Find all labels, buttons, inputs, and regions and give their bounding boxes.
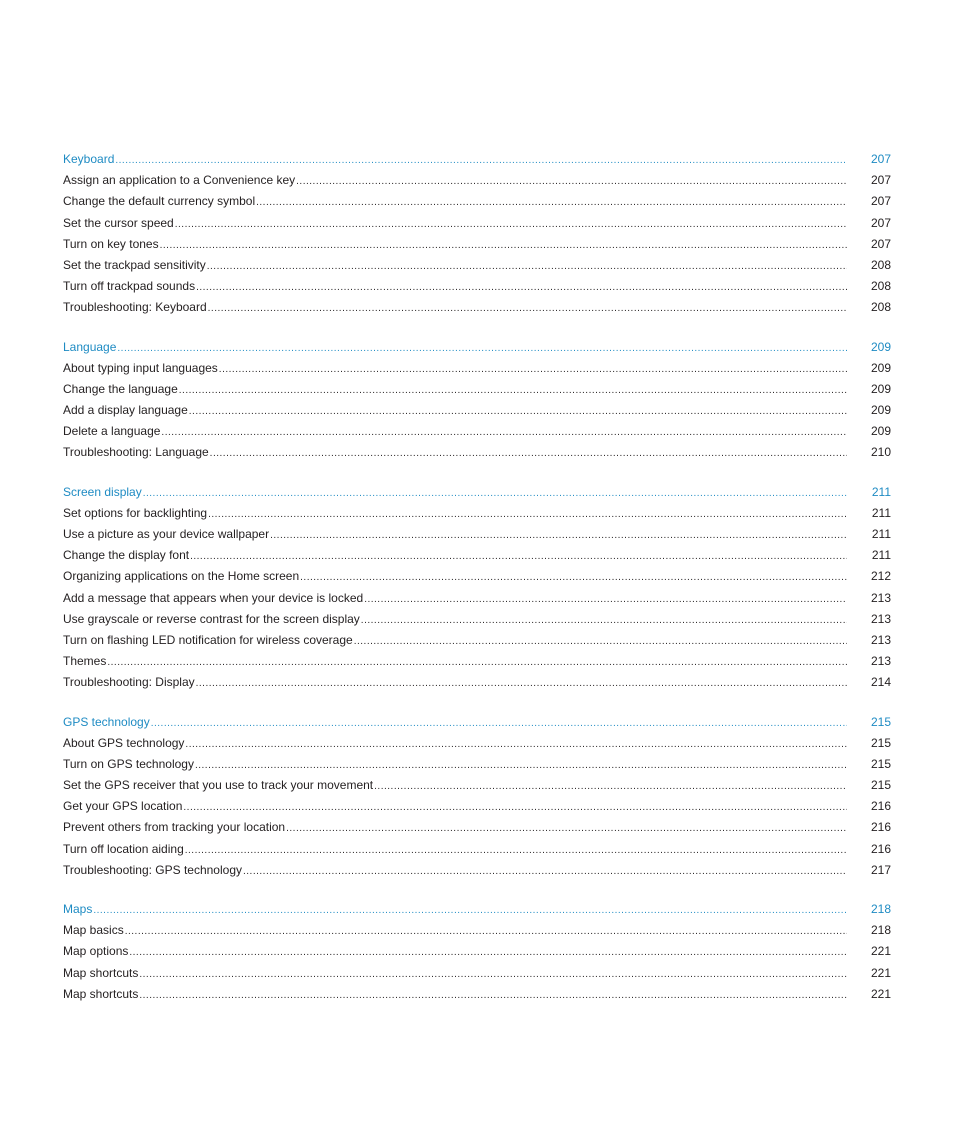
toc-entry-page-number: 208 [870, 279, 891, 294]
dot-leader [125, 921, 847, 942]
toc-entry-title: Set options for backlighting [63, 505, 208, 520]
toc-entry-link[interactable] [63, 775, 891, 796]
dot-leader [185, 840, 847, 861]
toc-entry-link[interactable] [63, 920, 891, 941]
dot-leader [196, 673, 847, 694]
dot-leader [161, 422, 847, 443]
toc-entry-link[interactable] [63, 524, 891, 545]
toc-entry-page-number: 207 [870, 215, 891, 230]
toc-entry-page-number: 209 [870, 403, 891, 418]
toc-heading-page-number: 209 [870, 339, 891, 354]
toc-entry-title: Add a message that appears when your device is locked [63, 590, 364, 605]
dot-leader [189, 401, 847, 422]
toc-entry-page-number: 210 [870, 445, 891, 460]
toc-entry-title: Themes [63, 654, 107, 669]
toc-entry-page-number: 217 [870, 862, 891, 877]
toc-heading-title: Maps [63, 902, 93, 916]
dot-leader [208, 298, 847, 319]
dot-leader [129, 942, 847, 963]
toc-entry-link[interactable] [63, 796, 891, 817]
toc-heading-title: Keyboard [63, 152, 115, 166]
dot-leader [143, 483, 847, 504]
toc-heading-title: GPS technology [63, 714, 150, 729]
toc-entry-link[interactable] [63, 358, 891, 379]
toc-entry-link[interactable] [63, 839, 891, 860]
toc-entry-page-number: 221 [870, 944, 891, 959]
toc-entry-title: Map basics [63, 923, 124, 938]
toc-entry-title: Set the GPS receiver that you use to track your movement [63, 778, 374, 793]
toc-section-heading-link[interactable] [63, 337, 891, 358]
toc-heading-page-number: 211 [871, 484, 891, 499]
toc-entry-title: Change the default currency symbol [63, 194, 256, 209]
toc-entry-title: Change the display font [63, 548, 190, 563]
toc-section-heading-link[interactable] [63, 712, 891, 733]
toc-entry-page-number: 218 [870, 923, 891, 938]
dot-leader [107, 652, 847, 673]
toc-entry-link[interactable] [63, 276, 891, 297]
toc-entry-link[interactable] [63, 566, 891, 587]
toc-entry-title: About typing input languages [63, 360, 218, 375]
toc-entry-link[interactable] [63, 672, 891, 693]
toc-heading-page-number: 207 [870, 152, 891, 166]
toc-entry-title: Turn on key tones [63, 236, 159, 251]
toc-entry-link[interactable] [63, 733, 891, 754]
toc-entry-title: Prevent others from tracking your location [63, 820, 286, 835]
dot-leader [190, 546, 847, 567]
toc-entry-link[interactable] [63, 255, 891, 276]
toc-entry-page-number: 215 [870, 778, 891, 793]
toc-entry-page-number: 211 [871, 505, 891, 520]
toc-entry-title: Map options [63, 944, 129, 959]
toc-entry-page-number: 209 [870, 381, 891, 396]
toc-entry-title: Assign an application to a Convenience key [63, 173, 296, 188]
toc-entry-page-number: 216 [870, 820, 891, 835]
dot-leader [183, 797, 847, 818]
dot-leader [256, 192, 847, 213]
toc-entry-title: Troubleshooting: Display [63, 675, 195, 690]
toc-entry-link[interactable] [63, 963, 891, 984]
dot-leader [374, 776, 847, 797]
dot-leader [361, 610, 847, 631]
toc-section [63, 337, 891, 464]
toc-entry-link[interactable] [63, 630, 891, 651]
dot-leader [139, 985, 847, 1006]
toc-entry-link[interactable] [63, 213, 891, 234]
dot-leader [115, 150, 847, 171]
dot-leader [364, 589, 847, 610]
dot-leader [208, 504, 847, 525]
dot-leader [270, 525, 847, 546]
toc-entry-page-number: 213 [870, 611, 891, 626]
toc-entry-title: Use a picture as your device wallpaper [63, 527, 270, 541]
toc-entry-link[interactable] [63, 860, 891, 881]
toc-entry-title: Add a display language [63, 403, 188, 418]
toc-entry-title: Set the trackpad sensitivity [63, 257, 206, 272]
dot-leader [195, 755, 847, 776]
toc-entry-title: About GPS technology [63, 735, 185, 750]
toc-entry-link[interactable] [63, 588, 891, 609]
toc-heading-title: Screen display [63, 484, 142, 499]
toc-entry-page-number: 214 [870, 675, 891, 690]
toc-entry-page-number: 207 [870, 236, 891, 251]
dot-leader [185, 734, 847, 755]
dot-leader [219, 359, 847, 380]
toc-section [63, 482, 891, 694]
toc-entry-page-number: 211 [871, 548, 891, 563]
toc-entry-title: Get your GPS location [63, 799, 183, 814]
toc-entry-title: Change the language [63, 381, 178, 396]
dot-leader [179, 380, 847, 401]
toc-entry-title: Use grayscale or reverse contrast for the screen display [63, 611, 360, 626]
toc-entry-link[interactable] [63, 941, 891, 962]
dot-leader [160, 235, 847, 256]
toc-entry-page-number: 215 [870, 756, 891, 771]
toc-entry-link[interactable] [63, 170, 891, 191]
toc-section-heading-link[interactable] [63, 149, 891, 170]
dot-leader [286, 818, 847, 839]
toc-entry-page-number: 216 [870, 841, 891, 856]
toc-entry-title: Set the cursor speed [63, 215, 174, 230]
toc-entry-title: Organizing applications on the Home screen [63, 569, 300, 584]
dot-leader [243, 861, 847, 882]
toc-heading-title: Language [63, 339, 117, 354]
toc-entry-link[interactable] [63, 400, 891, 421]
toc-entry-page-number: 221 [870, 965, 891, 980]
toc-heading-page-number: 215 [870, 714, 891, 729]
toc-entry-title: Turn off trackpad sounds [63, 279, 196, 294]
toc-entry-page-number: 208 [870, 257, 891, 272]
dot-leader [296, 171, 847, 192]
toc-entry-link[interactable] [63, 984, 891, 1005]
toc-entry-title: Map shortcuts [63, 965, 139, 980]
toc-entry-link[interactable] [63, 421, 891, 442]
toc-entry-title: Troubleshooting: GPS technology [63, 862, 242, 877]
dot-leader [175, 214, 847, 235]
dot-leader [93, 900, 847, 921]
dot-leader [207, 256, 847, 277]
toc-entry-page-number: 215 [870, 735, 891, 750]
toc-section [63, 712, 891, 882]
toc-entry-link[interactable] [63, 503, 891, 524]
dot-leader [210, 443, 847, 464]
toc-entry-title: Troubleshooting: Keyboard [63, 300, 207, 315]
toc-entry-page-number: 209 [870, 360, 891, 375]
dot-leader [300, 567, 847, 588]
toc-entry-link[interactable] [63, 191, 891, 212]
toc-entry-page-number: 211 [871, 527, 891, 541]
toc-entry-title: Troubleshooting: Language [63, 445, 209, 460]
table-of-contents [63, 149, 891, 1005]
toc-entry-title: Turn on flashing LED notification for wireless coverage [63, 632, 353, 647]
toc-entry-link[interactable] [63, 297, 891, 318]
toc-entry-page-number: 212 [870, 569, 891, 584]
toc-entry-page-number: 221 [870, 986, 891, 1001]
toc-entry-page-number: 207 [870, 194, 891, 209]
toc-entry-page-number: 209 [870, 424, 891, 439]
toc-entry-link[interactable] [63, 442, 891, 463]
toc-heading-page-number: 218 [870, 902, 891, 916]
toc-entry-title: Delete a language [63, 424, 161, 439]
dot-leader [151, 713, 847, 734]
toc-entry-link[interactable] [63, 609, 891, 630]
toc-entry-page-number: 208 [870, 300, 891, 315]
toc-entry-link[interactable] [63, 545, 891, 566]
toc-entry-title: Turn on GPS technology [63, 756, 194, 771]
toc-entry-link[interactable] [63, 817, 891, 838]
dot-leader [139, 964, 847, 985]
dot-leader [354, 631, 847, 652]
toc-entry-page-number: 216 [870, 799, 891, 814]
toc-entry-title: Map shortcuts [63, 986, 139, 1001]
toc-section-heading-link[interactable] [63, 899, 891, 920]
toc-entry-page-number: 213 [870, 632, 891, 647]
dot-leader [196, 277, 847, 298]
toc-entry-link[interactable] [63, 651, 891, 672]
toc-entry-link[interactable] [63, 754, 891, 775]
toc-entry-page-number: 207 [870, 173, 891, 188]
toc-entry-page-number: 213 [870, 590, 891, 605]
toc-entry-link[interactable] [63, 379, 891, 400]
toc-section-heading-link[interactable] [63, 482, 891, 503]
toc-entry-page-number: 213 [870, 654, 891, 669]
toc-section [63, 149, 891, 319]
toc-section [63, 899, 891, 1005]
toc-entry-title: Turn off location aiding [63, 841, 184, 856]
dot-leader [117, 338, 847, 359]
toc-entry-link[interactable] [63, 234, 891, 255]
